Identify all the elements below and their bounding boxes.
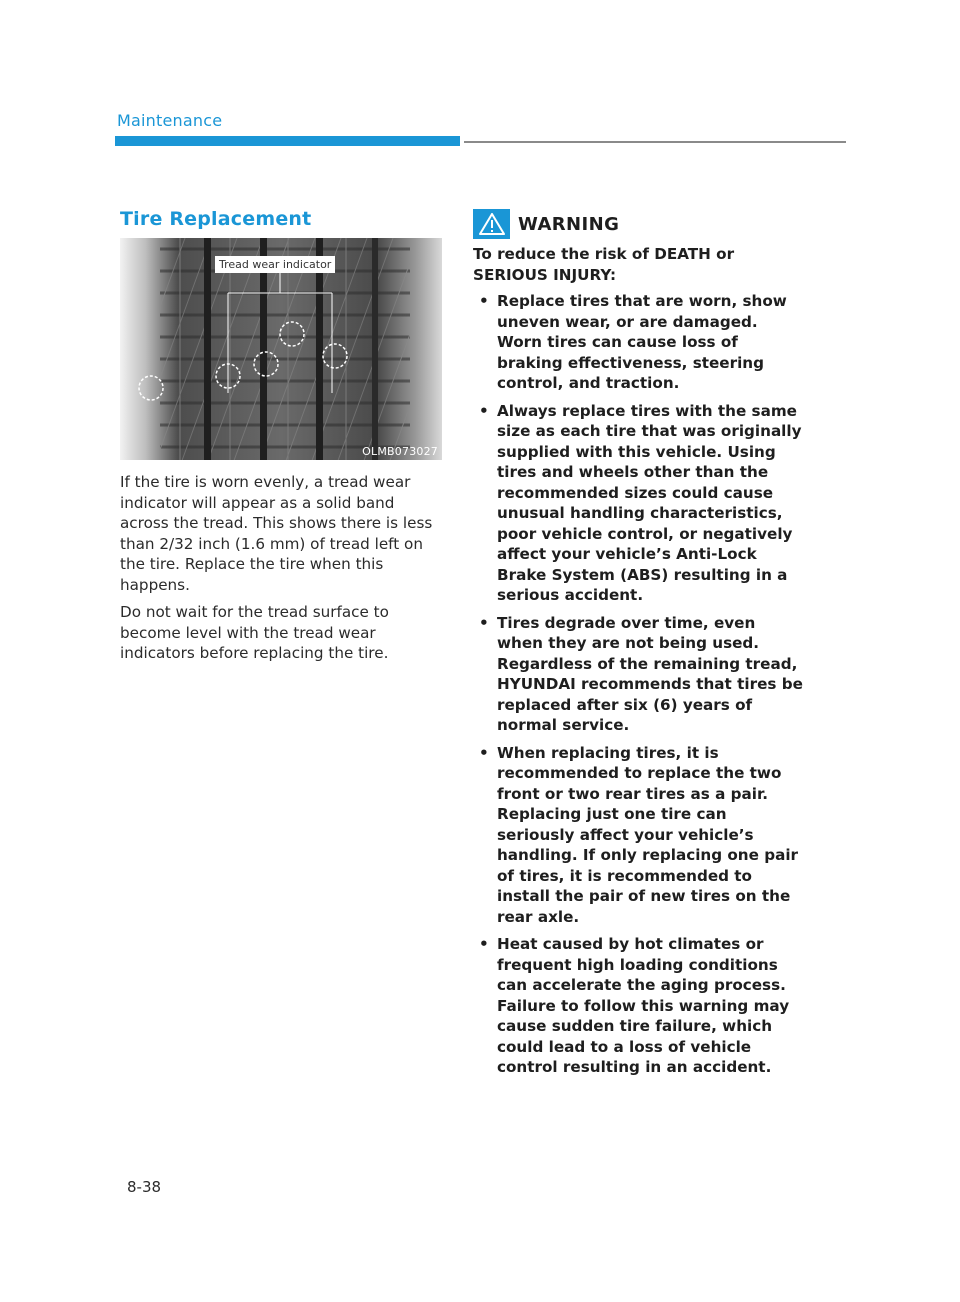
warning-item bbox=[473, 743, 803, 928]
warning-box bbox=[473, 208, 803, 1085]
bullet: • bbox=[479, 743, 489, 762]
body-paragraph: Do not wait for the tread surface to become level with the tread wear indicators before replacing the tire. bbox=[120, 603, 389, 662]
left-column bbox=[120, 208, 442, 664]
warning-item-text: Tires degrade over time, even when they are not being used. Regardless of the remaining tread, HYUNDAI recommends that tires be replaced after six (6) years of normal service. bbox=[497, 613, 803, 734]
section-label: Maintenance bbox=[117, 111, 223, 130]
bullet: • bbox=[479, 935, 489, 953]
warning-item bbox=[473, 291, 803, 394]
bullet: • bbox=[479, 613, 489, 632]
warning-header bbox=[473, 208, 803, 240]
warning-item bbox=[473, 613, 803, 736]
warning-item-text: Always replace tires with the same size as each tire that was originally supplied with this vehicle. Using tires and wheels other than the recommended sizes could cause unusual handling characteristics, poor vehicle control, or negatively affect your vehicle’s Anti-Lock Brake System (ABS) resulting in a serious accident. bbox=[497, 401, 802, 604]
bullet: • bbox=[479, 292, 489, 310]
bullet: • bbox=[479, 401, 489, 420]
warning-list bbox=[473, 291, 803, 1078]
warning-intro: To reduce the risk of DEATH or SERIOUS INJURY: bbox=[473, 245, 735, 284]
section-title: Tire Replacement bbox=[120, 208, 312, 230]
warning-item-text: When replacing tires, it is recommended to replace the two front or two rear tires as a pair. Replacing just one tire can seriously affect your vehicle’s handling. If only replacing one pair of tires, it is recommended to install the pair of new tires on the rear axle. bbox=[497, 743, 799, 926]
tire-tread-figure bbox=[120, 238, 442, 460]
header-rule bbox=[464, 141, 846, 143]
body-paragraph: If the tire is worn evenly, a tread wear indicator will appear as a solid band across the tread. This shows there is less than 2/32 inch (1.6 mm) of tread left on the tire. Replace the tire when this happens. bbox=[120, 473, 433, 594]
figure-code: OLMB073027 bbox=[362, 445, 438, 458]
warning-triangle-icon bbox=[473, 209, 510, 239]
header-accent-bar bbox=[115, 136, 460, 146]
warning-item bbox=[473, 401, 803, 606]
warning-item-text: Replace tires that are worn, show uneven wear, or are damaged. Worn tires can cause loss of braking effectiveness, steering control, and traction. bbox=[497, 292, 787, 392]
warning-item bbox=[473, 934, 803, 1078]
warning-item-text: Heat caused by hot climates or frequent high loading conditions can accelerate the aging process. Failure to follow this warning may cause sudden tire failure, which could lead to a loss of vehicle control resulting in an accident. bbox=[497, 935, 790, 1076]
figure-callout-label: Tread wear indicator bbox=[215, 256, 335, 273]
warning-title: WARNING bbox=[518, 213, 620, 235]
page-number: 8-38 bbox=[127, 1178, 162, 1196]
